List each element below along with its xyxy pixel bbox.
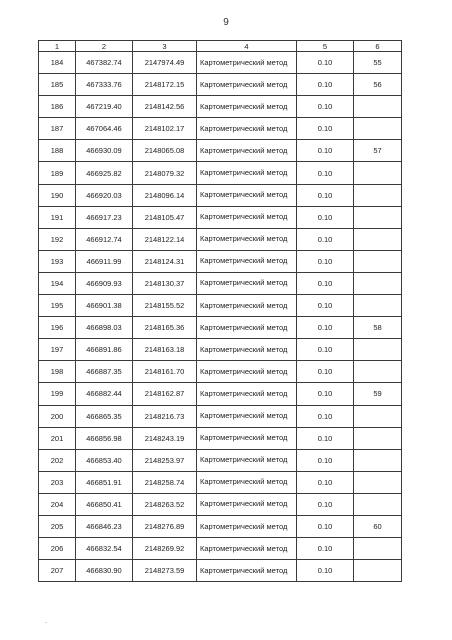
method-cell: Картометрический метод (197, 405, 297, 427)
part-number-cell (354, 560, 402, 582)
method-cell: Картометрический метод (197, 96, 297, 118)
part-number-cell (354, 449, 402, 471)
accuracy-cell: 0.10 (297, 449, 354, 471)
method-cell: Картометрический метод (197, 295, 297, 317)
point-number-cell: 206 (39, 538, 76, 560)
accuracy-cell: 0.10 (297, 272, 354, 294)
point-number-cell: 203 (39, 471, 76, 493)
footer-mark: . (45, 616, 48, 625)
table-row (39, 206, 402, 228)
method-cell: Картометрический метод (197, 427, 297, 449)
accuracy-cell: 0.10 (297, 140, 354, 162)
table-row (39, 361, 402, 383)
part-number-cell: 58 (354, 317, 402, 339)
part-number-cell (354, 339, 402, 361)
part-number-cell: 55 (354, 52, 402, 74)
table-row (39, 515, 402, 537)
part-number-cell (354, 405, 402, 427)
part-number-cell (354, 250, 402, 272)
part-number-cell (354, 493, 402, 515)
point-number-cell: 194 (39, 272, 76, 294)
x-coordinate-cell: 466853.40 (76, 449, 133, 471)
x-coordinate-cell: 467064.46 (76, 118, 133, 140)
y-coordinate-cell: 2148172.15 (133, 74, 197, 96)
y-coordinate-cell: 2148162.87 (133, 383, 197, 405)
method-cell: Картометрический метод (197, 317, 297, 339)
method-cell: Картометрический метод (197, 339, 297, 361)
accuracy-cell: 0.10 (297, 184, 354, 206)
table-row (39, 52, 402, 74)
x-coordinate-cell: 466830.90 (76, 560, 133, 582)
y-coordinate-cell: 2148276.89 (133, 515, 197, 537)
y-coordinate-cell: 2148142.56 (133, 96, 197, 118)
table-header-row (39, 41, 402, 52)
part-number-cell: 56 (354, 74, 402, 96)
y-coordinate-cell: 2148079.32 (133, 162, 197, 184)
part-number-cell (354, 162, 402, 184)
table-row (39, 471, 402, 493)
method-cell: Картометрический метод (197, 184, 297, 206)
header-cell: 2 (76, 41, 133, 52)
y-coordinate-cell: 2148065.08 (133, 140, 197, 162)
part-number-cell (354, 184, 402, 206)
accuracy-cell: 0.10 (297, 493, 354, 515)
header-cell: 5 (297, 41, 354, 52)
method-cell: Картометрический метод (197, 272, 297, 294)
y-coordinate-cell: 2148161.70 (133, 361, 197, 383)
y-coordinate-cell: 2148258.74 (133, 471, 197, 493)
part-number-cell (354, 361, 402, 383)
part-number-cell (354, 427, 402, 449)
method-cell: Картометрический метод (197, 206, 297, 228)
point-number-cell: 204 (39, 493, 76, 515)
point-number-cell: 201 (39, 427, 76, 449)
method-cell: Картометрический метод (197, 162, 297, 184)
method-cell: Картометрический метод (197, 493, 297, 515)
method-cell: Картометрический метод (197, 118, 297, 140)
accuracy-cell: 0.10 (297, 515, 354, 537)
x-coordinate-cell: 466909.93 (76, 272, 133, 294)
accuracy-cell: 0.10 (297, 250, 354, 272)
y-coordinate-cell: 2148273.59 (133, 560, 197, 582)
accuracy-cell: 0.10 (297, 317, 354, 339)
method-cell: Картометрический метод (197, 140, 297, 162)
y-coordinate-cell: 2148096.14 (133, 184, 197, 206)
point-number-cell: 195 (39, 295, 76, 317)
x-coordinate-cell: 466851.91 (76, 471, 133, 493)
method-cell: Картометрический метод (197, 250, 297, 272)
table-row (39, 140, 402, 162)
x-coordinate-cell: 466912.74 (76, 228, 133, 250)
header-cell: 3 (133, 41, 197, 52)
point-number-cell: 197 (39, 339, 76, 361)
method-cell: Картометрический метод (197, 449, 297, 471)
point-number-cell: 185 (39, 74, 76, 96)
y-coordinate-cell: 2148163.18 (133, 339, 197, 361)
point-number-cell: 188 (39, 140, 76, 162)
point-number-cell: 202 (39, 449, 76, 471)
table-body (39, 52, 402, 582)
point-number-cell: 189 (39, 162, 76, 184)
x-coordinate-cell: 466856.98 (76, 427, 133, 449)
part-number-cell (354, 206, 402, 228)
y-coordinate-cell: 2148105.47 (133, 206, 197, 228)
part-number-cell (354, 538, 402, 560)
part-number-cell: 57 (354, 140, 402, 162)
accuracy-cell: 0.10 (297, 74, 354, 96)
x-coordinate-cell: 466901.38 (76, 295, 133, 317)
header-cell: 1 (39, 41, 76, 52)
table-row (39, 272, 402, 294)
point-number-cell: 192 (39, 228, 76, 250)
table-row (39, 96, 402, 118)
method-cell: Картометрический метод (197, 361, 297, 383)
table-row (39, 427, 402, 449)
x-coordinate-cell: 466891.86 (76, 339, 133, 361)
x-coordinate-cell: 466925.82 (76, 162, 133, 184)
table-row (39, 339, 402, 361)
x-coordinate-cell: 466850.41 (76, 493, 133, 515)
accuracy-cell: 0.10 (297, 560, 354, 582)
part-number-cell (354, 272, 402, 294)
accuracy-cell: 0.10 (297, 361, 354, 383)
x-coordinate-cell: 466911.99 (76, 250, 133, 272)
x-coordinate-cell: 466865.35 (76, 405, 133, 427)
part-number-cell (354, 228, 402, 250)
point-number-cell: 198 (39, 361, 76, 383)
y-coordinate-cell: 2147974.49 (133, 52, 197, 74)
point-number-cell: 207 (39, 560, 76, 582)
table-row (39, 493, 402, 515)
table-row (39, 118, 402, 140)
header-cell: 6 (354, 41, 402, 52)
method-cell: Картометрический метод (197, 538, 297, 560)
accuracy-cell: 0.10 (297, 383, 354, 405)
point-number-cell: 191 (39, 206, 76, 228)
y-coordinate-cell: 2148155.52 (133, 295, 197, 317)
accuracy-cell: 0.10 (297, 538, 354, 560)
part-number-cell (354, 295, 402, 317)
x-coordinate-cell: 466832.54 (76, 538, 133, 560)
table-row (39, 228, 402, 250)
accuracy-cell: 0.10 (297, 96, 354, 118)
point-number-cell: 199 (39, 383, 76, 405)
point-number-cell: 193 (39, 250, 76, 272)
point-number-cell: 205 (39, 515, 76, 537)
accuracy-cell: 0.10 (297, 295, 354, 317)
point-number-cell: 184 (39, 52, 76, 74)
y-coordinate-cell: 2148122.14 (133, 228, 197, 250)
point-number-cell: 196 (39, 317, 76, 339)
table-row (39, 449, 402, 471)
y-coordinate-cell: 2148124.31 (133, 250, 197, 272)
point-number-cell: 190 (39, 184, 76, 206)
y-coordinate-cell: 2148263.52 (133, 493, 197, 515)
x-coordinate-cell: 467219.40 (76, 96, 133, 118)
x-coordinate-cell: 466930.09 (76, 140, 133, 162)
table-row (39, 184, 402, 206)
point-number-cell: 186 (39, 96, 76, 118)
method-cell: Картометрический метод (197, 74, 297, 96)
part-number-cell: 59 (354, 383, 402, 405)
x-coordinate-cell: 467333.76 (76, 74, 133, 96)
x-coordinate-cell: 466920.03 (76, 184, 133, 206)
table-row (39, 317, 402, 339)
y-coordinate-cell: 2148269.92 (133, 538, 197, 560)
accuracy-cell: 0.10 (297, 427, 354, 449)
table-row (39, 250, 402, 272)
table-row (39, 560, 402, 582)
part-number-cell (354, 96, 402, 118)
accuracy-cell: 0.10 (297, 118, 354, 140)
method-cell: Картометрический метод (197, 471, 297, 493)
part-number-cell: 60 (354, 515, 402, 537)
y-coordinate-cell: 2148130.37 (133, 272, 197, 294)
accuracy-cell: 0.10 (297, 339, 354, 361)
y-coordinate-cell: 2148165.36 (133, 317, 197, 339)
x-coordinate-cell: 466898.03 (76, 317, 133, 339)
accuracy-cell: 0.10 (297, 228, 354, 250)
part-number-cell (354, 471, 402, 493)
part-number-cell (354, 118, 402, 140)
coordinates-table (38, 40, 402, 582)
table-row (39, 74, 402, 96)
page-number: 9 (223, 17, 229, 28)
table-row (39, 162, 402, 184)
accuracy-cell: 0.10 (297, 405, 354, 427)
point-number-cell: 187 (39, 118, 76, 140)
table-row (39, 383, 402, 405)
accuracy-cell: 0.10 (297, 206, 354, 228)
y-coordinate-cell: 2148216.73 (133, 405, 197, 427)
accuracy-cell: 0.10 (297, 162, 354, 184)
x-coordinate-cell: 466917.23 (76, 206, 133, 228)
header-cell: 4 (197, 41, 297, 52)
x-coordinate-cell: 467382.74 (76, 52, 133, 74)
table-row (39, 538, 402, 560)
x-coordinate-cell: 466882.44 (76, 383, 133, 405)
x-coordinate-cell: 466887.35 (76, 361, 133, 383)
accuracy-cell: 0.10 (297, 471, 354, 493)
method-cell: Картометрический метод (197, 383, 297, 405)
y-coordinate-cell: 2148253.97 (133, 449, 197, 471)
method-cell: Картометрический метод (197, 52, 297, 74)
accuracy-cell: 0.10 (297, 52, 354, 74)
method-cell: Картометрический метод (197, 515, 297, 537)
method-cell: Картометрический метод (197, 228, 297, 250)
table-row (39, 295, 402, 317)
table-row (39, 405, 402, 427)
y-coordinate-cell: 2148102.17 (133, 118, 197, 140)
y-coordinate-cell: 2148243.19 (133, 427, 197, 449)
x-coordinate-cell: 466846.23 (76, 515, 133, 537)
point-number-cell: 200 (39, 405, 76, 427)
method-cell: Картометрический метод (197, 560, 297, 582)
